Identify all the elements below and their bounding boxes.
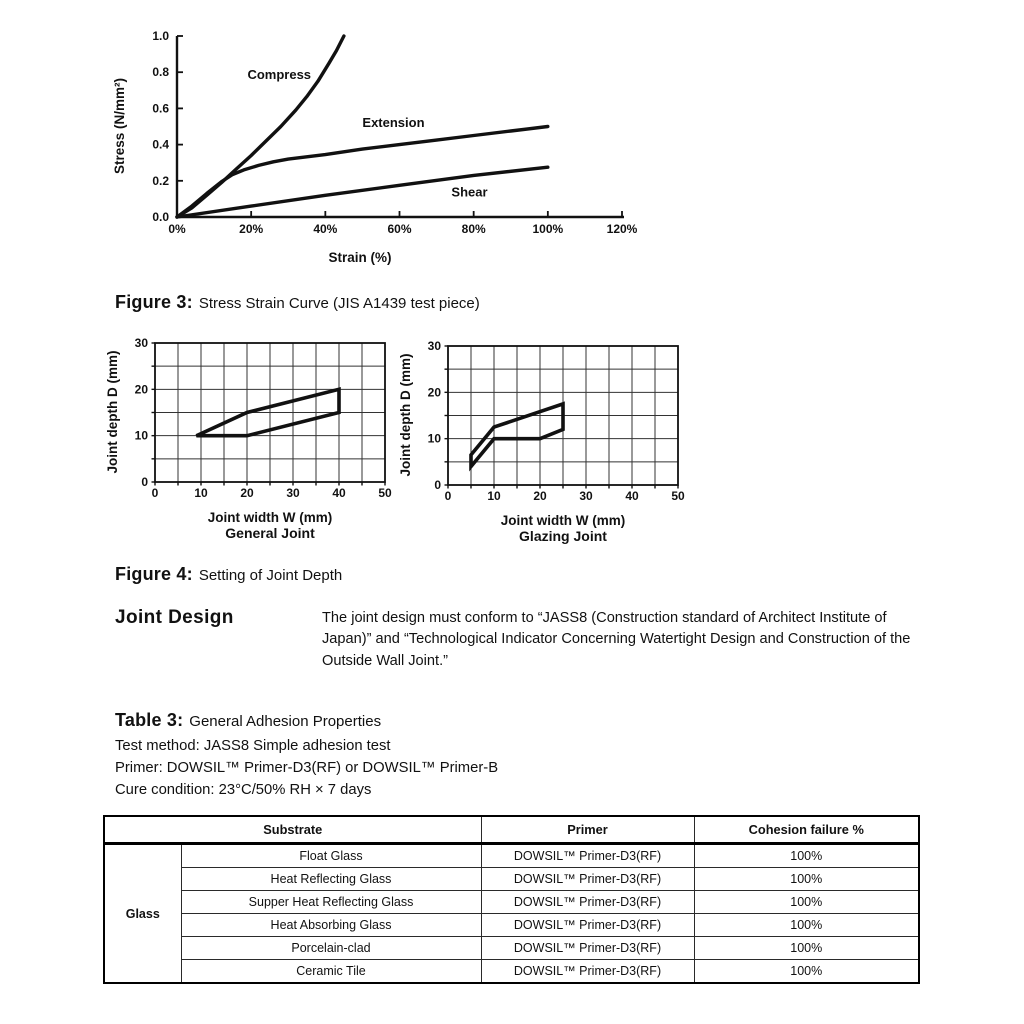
figure4-caption-text: Setting of Joint Depth xyxy=(198,567,343,584)
svg-text:10: 10 xyxy=(427,431,441,446)
svg-text:Stress (N/mm²): Stress (N/mm²) xyxy=(112,77,127,175)
svg-text:40%: 40% xyxy=(313,222,338,236)
table-row xyxy=(104,868,919,891)
cohesion-cell: 100% xyxy=(694,937,919,960)
figure3-chart xyxy=(100,14,660,276)
svg-text:0.2: 0.2 xyxy=(152,173,169,188)
figure4-caption-label: Figure 4: xyxy=(115,564,193,584)
primer-cell: DOWSIL™ Primer-D3(RF) xyxy=(481,868,694,891)
column-header-primer: Primer xyxy=(481,816,694,844)
cohesion-cell: 100% xyxy=(694,844,919,868)
svg-text:Joint width W (mm): Joint width W (mm) xyxy=(207,510,333,525)
table-row xyxy=(104,891,919,914)
glazing-joint-chart xyxy=(393,336,693,550)
svg-text:30: 30 xyxy=(427,339,441,353)
figure4-caption xyxy=(115,564,342,585)
column-header-substrate: Substrate xyxy=(104,816,481,844)
table-row xyxy=(104,844,919,868)
svg-text:10: 10 xyxy=(194,486,208,500)
joint-design-text xyxy=(322,608,910,672)
substrate-cell: Ceramic Tile xyxy=(181,960,481,984)
svg-text:40: 40 xyxy=(332,486,346,500)
figure3-caption-text: Stress Strain Curve (JIS A1439 test piece) xyxy=(198,295,480,312)
svg-text:0.0: 0.0 xyxy=(152,210,169,224)
svg-text:60%: 60% xyxy=(387,222,412,236)
cohesion-cell: 100% xyxy=(694,914,919,937)
svg-text:1.0: 1.0 xyxy=(152,29,169,43)
table-header-row xyxy=(104,816,919,844)
svg-text:Joint depth D (mm): Joint depth D (mm) xyxy=(398,353,413,477)
svg-text:General Joint: General Joint xyxy=(225,525,315,541)
svg-text:Compress: Compress xyxy=(247,66,312,82)
svg-text:10: 10 xyxy=(487,489,501,503)
table3-note-line: Cure condition: 23°C/50% RH × 7 days xyxy=(115,782,372,798)
table3-caption-text: General Adhesion Properties xyxy=(189,713,382,730)
svg-text:30: 30 xyxy=(134,336,148,350)
substrate-group-cell: Glass xyxy=(104,844,181,984)
svg-text:30: 30 xyxy=(579,489,593,503)
svg-text:30: 30 xyxy=(286,486,300,500)
svg-text:Extension: Extension xyxy=(362,114,425,130)
svg-text:50: 50 xyxy=(671,489,685,503)
svg-text:20: 20 xyxy=(240,486,254,500)
column-header-cohesion: Cohesion failure % xyxy=(694,816,919,844)
general-joint-chart xyxy=(100,333,400,547)
substrate-cell: Float Glass xyxy=(181,844,481,868)
substrate-cell: Heat Absorbing Glass xyxy=(181,914,481,937)
svg-text:80%: 80% xyxy=(461,222,486,236)
joint-design-line: Outside Wall Joint.” xyxy=(322,652,448,669)
joint-design-line: Japan)” and “Technological Indicator Concerning Watertight Design and Construction of the xyxy=(322,631,911,648)
svg-text:40: 40 xyxy=(625,489,639,503)
substrate-cell: Porcelain-clad xyxy=(181,937,481,960)
svg-text:10: 10 xyxy=(134,428,148,443)
primer-cell: DOWSIL™ Primer-D3(RF) xyxy=(481,891,694,914)
svg-text:0: 0 xyxy=(151,486,159,500)
svg-text:0: 0 xyxy=(141,475,148,489)
cohesion-cell: 100% xyxy=(694,868,919,891)
primer-cell: DOWSIL™ Primer-D3(RF) xyxy=(481,844,694,868)
figure3-caption xyxy=(115,292,480,313)
table3-notes xyxy=(115,735,498,801)
table-row xyxy=(104,937,919,960)
primer-cell: DOWSIL™ Primer-D3(RF) xyxy=(481,914,694,937)
svg-text:0%: 0% xyxy=(168,222,186,236)
joint-design-line: The joint design must conform to “JASS8 (Construction standard of Architect Institute of xyxy=(322,610,887,626)
table3-note-line: Primer: DOWSIL™ Primer-D3(RF) or DOWSIL™ Primer-B xyxy=(115,760,499,776)
svg-text:Shear: Shear xyxy=(451,184,488,200)
cohesion-cell: 100% xyxy=(694,960,919,984)
primer-cell: DOWSIL™ Primer-D3(RF) xyxy=(481,960,694,984)
figure3-caption-label: Figure 3: xyxy=(115,292,193,312)
svg-text:Joint depth D (mm): Joint depth D (mm) xyxy=(105,350,120,474)
svg-text:20%: 20% xyxy=(239,222,264,236)
svg-text:0: 0 xyxy=(444,489,452,503)
svg-text:0.4: 0.4 xyxy=(152,137,169,152)
table-row xyxy=(104,960,919,984)
svg-text:Glazing Joint: Glazing Joint xyxy=(519,528,607,544)
svg-text:0: 0 xyxy=(434,478,441,492)
cohesion-cell: 100% xyxy=(694,891,919,914)
svg-text:20: 20 xyxy=(533,489,547,503)
svg-text:120%: 120% xyxy=(606,222,638,236)
svg-text:0.8: 0.8 xyxy=(152,65,169,80)
svg-text:100%: 100% xyxy=(532,222,564,236)
table3-note-line: Test method: JASS8 Simple adhesion test xyxy=(115,738,391,754)
table3-caption xyxy=(115,710,381,731)
joint-design-heading: Joint Design xyxy=(115,607,234,628)
svg-text:Joint width W (mm): Joint width W (mm) xyxy=(500,513,626,528)
table3-caption-label: Table 3: xyxy=(115,710,184,730)
svg-text:20: 20 xyxy=(134,382,148,397)
svg-text:50: 50 xyxy=(378,486,392,500)
svg-text:20: 20 xyxy=(427,385,441,400)
svg-text:Strain (%): Strain (%) xyxy=(328,250,392,265)
substrate-cell: Heat Reflecting Glass xyxy=(181,868,481,891)
adhesion-table xyxy=(103,815,920,984)
table-row xyxy=(104,914,919,937)
primer-cell: DOWSIL™ Primer-D3(RF) xyxy=(481,937,694,960)
svg-text:0.6: 0.6 xyxy=(152,101,169,116)
substrate-cell: Supper Heat Reflecting Glass xyxy=(181,891,481,914)
